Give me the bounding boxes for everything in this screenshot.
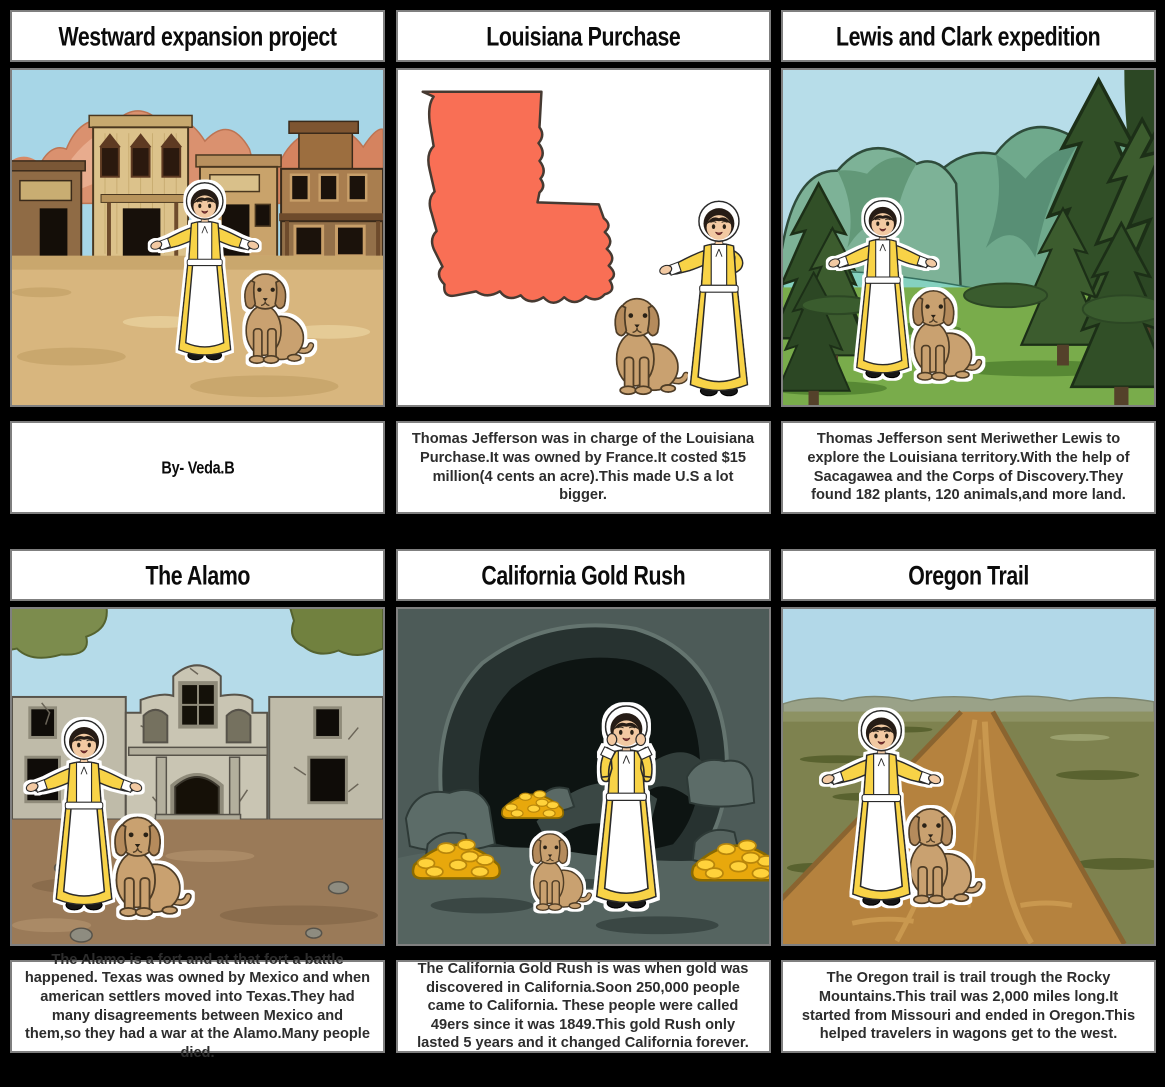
louisiana-map-illustration [396,68,771,407]
panel-lewis-and-clark [781,10,1156,514]
panel-caption-box [396,960,771,1053]
panel-title-box [10,549,385,601]
gold-rush-cave-illustration [396,607,771,946]
panel-title: Louisiana Purchase [485,19,681,52]
panel-caption: The Oregon trail is trail trough the Rocky Mountains.This trail was 2,000 miles long.It started from Missouri and ended in Oregon.This helped travelers in wagons get to the west. [801,970,1136,1043]
panel-title: The Alamo [145,558,250,591]
panel-louisiana-purchase [396,10,771,514]
mountain-forest-illustration [781,68,1156,407]
panel-title: California Gold Rush [481,558,685,591]
panel-caption-box [10,421,385,514]
panel-caption-box [781,960,1156,1053]
panel-westward-expansion [10,10,385,514]
panel-the-alamo [10,549,385,1061]
panel-caption: The California Gold Rush is was when gold was discovered in California.Soon 250,000 people came to California. These people were called 49ers since it was 1849.This gold Rush only lasted 5 years and it changed California forever. [417,961,749,1052]
panel-caption: Thomas Jefferson was in charge of the Louisiana Purchase.It was owned by France.It costed $15 million(4 cents an acre).This made U.S a lot bigger. [411,431,755,504]
panel-title: Lewis and Clark expedition [836,19,1101,52]
panel-oregon-trail [781,549,1156,1053]
panel-title-box [10,10,385,62]
oregon-trail-illustration [781,607,1156,946]
author-credit: By- Veda.B [161,457,234,478]
panel-title-box [781,10,1156,62]
panel-caption-box [10,951,385,1061]
panel-title-box [396,10,771,62]
panel-caption-box [396,421,771,514]
panel-caption: The Alamo is a fort and at that fort a battle happened. Texas was owned by Mexico and when american settlers moved into Texas.They had many disagreements between Mexico and them,so they had a war at the Alamo.Many people died. [24,951,371,1061]
panel-title-box [781,549,1156,601]
alamo-illustration [10,607,385,946]
panel-caption: Thomas Jefferson sent Meriwether Lewis to explore the Louisiana territory.With the help of Sacagawea and the Corps of Discovery.They found 182 plants, 120 animals,and more land. [807,431,1130,504]
western-town-illustration [10,68,385,407]
panel-title: Oregon Trail [908,558,1029,591]
panel-caption-box [781,421,1156,514]
panel-california-gold-rush [396,549,771,1053]
panel-title-box [396,549,771,601]
panel-title: Westward expansion project [58,19,337,52]
